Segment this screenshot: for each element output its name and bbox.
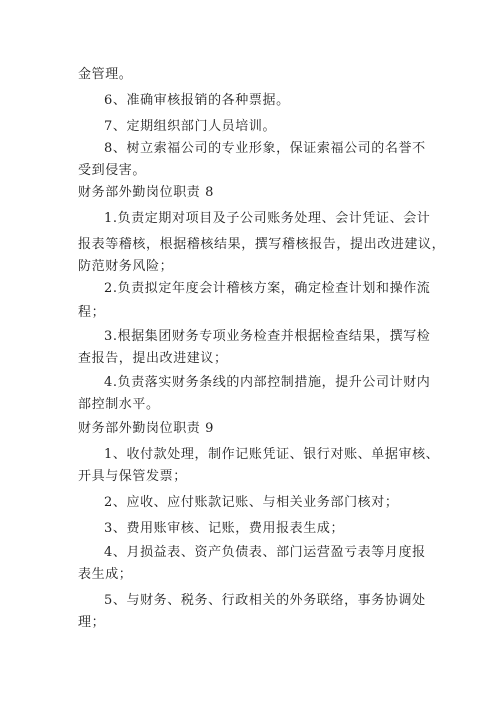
text-line: 开具与保管发票； (78, 469, 187, 484)
text-line: 受到侵害。 (78, 163, 147, 178)
text-line: 金管理。 (78, 67, 133, 82)
text-line: 3、费用账审核、记账，费用报表生成； (104, 521, 345, 536)
text-line: 7、定期组织部门人员培训。 (104, 119, 277, 134)
text-line: 部控制水平。 (78, 397, 160, 412)
text-line: 2、应收、应付账款记账、与相关业务部门核对； (104, 495, 399, 510)
text-line: 4.负责落实财务条线的内部控制措施，提升公司计财内 (104, 375, 431, 390)
text-line: 表生成； (78, 567, 133, 582)
section-heading: 财务部外勤岗位职责 8 (78, 185, 215, 200)
text-line: 查报告，提出改进建议； (78, 351, 228, 366)
text-line: 4、月损益表、资产负债表、部门运营盈亏表等月度报 (104, 545, 426, 560)
section-heading: 财务部外勤岗位职责 9 (78, 421, 215, 436)
text-line: 5、与财务、税务、行政相关的外务联络，事务协调处 (104, 593, 426, 608)
text-line: 1.负责定期对项目及子公司账务处理、会计凭证、会计 (104, 211, 431, 226)
text-line: 8、树立索福公司的专业形象，保证索福公司的名誉不 (104, 141, 426, 156)
text-line: 防范财务风险； (78, 259, 174, 274)
text-line: 1、收付款处理，制作记账凭证、银行对账、单据审核、 (104, 447, 440, 462)
text-line: 报表等稽核，根据稽核结果，撰写稽核报告，提出改进建议， (78, 237, 446, 252)
text-line: 程； (78, 305, 106, 320)
text-line: 理； (78, 615, 106, 630)
text-line: 2.负责拟定年度会计稽核方案，确定检查计划和操作流 (104, 281, 431, 296)
text-line: 6、准确审核报销的各种票据。 (104, 93, 290, 108)
text-line: 3.根据集团财务专项业务检查并根据检查结果，撰写检 (104, 329, 431, 344)
